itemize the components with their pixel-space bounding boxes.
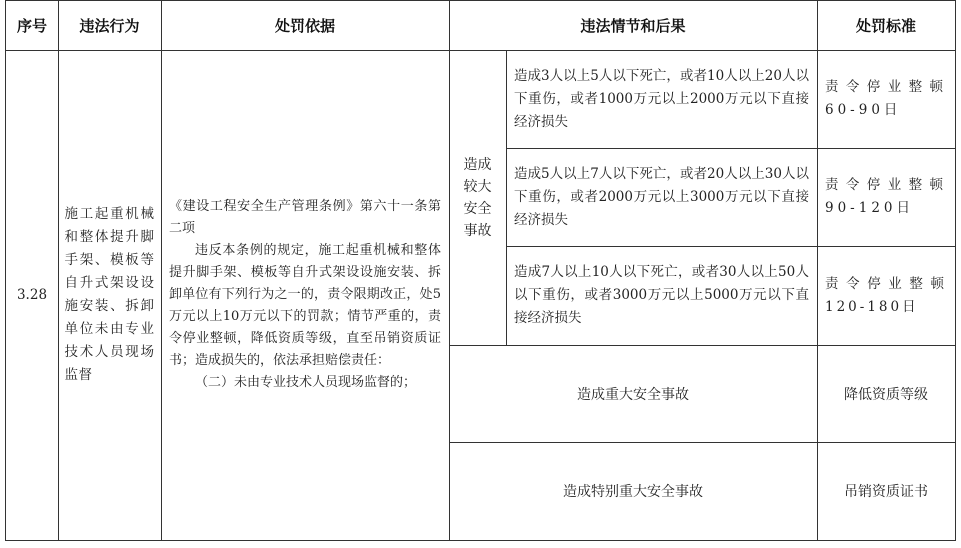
penalty-table (5, 0, 956, 541)
penalty-basis-cell (161, 50, 449, 540)
basis-item: （二）未由专业技术人员现场监督的； (195, 375, 417, 390)
detail-cell-3 (506, 246, 817, 345)
penalty-text-3: 责令停业整顿120-180日 (825, 275, 947, 315)
detail-text-2: 造成5人以上7人以下死亡，或者20人以上30人以下重伤，或者2000万元以上3000万元以下直接经济损失 (514, 165, 809, 228)
detail-cell-2 (506, 148, 817, 246)
major-accident-detail: 造成重大安全事故 (577, 386, 689, 403)
penalty-text-2: 责令停业整顿90-120日 (825, 177, 947, 216)
detail-text-1: 造成3人以上5人以下死亡，或者10人以上20人以下重伤，或者1000万元以上2000万元以下直接经济损失 (514, 67, 809, 130)
detail-text-3: 造成7人以上10人以下死亡，或者30人以上50人以下重伤，或者3000万元以上5000万元以下直接经济损失 (514, 264, 809, 326)
row-number: 3.28 (16, 286, 48, 303)
detail-cell-1 (506, 50, 817, 148)
violation-act-cell (58, 50, 161, 540)
major-accident-penalty: 降低资质等级 (844, 386, 928, 403)
basis-paragraph: 违反本条例的规定，施工起重机械和整体提升脚手架、模板等自升式架设设施安装、拆卸单位有下列行为之一的，责令限期改正，处5万元以上10万元以下的罚款；情节严重的，责令停业整顿，降低资质等级，直至吊销资质证书；造成损失的，依法承担赔偿责任： (169, 243, 441, 368)
header-standard: 处罚标准 (855, 17, 916, 35)
extra-accident-penalty: 吊销资质证书 (844, 484, 928, 500)
header-act: 违法行为 (79, 17, 140, 35)
header-circumstance: 违法情节和后果 (580, 17, 686, 35)
penalty-cell-2 (817, 148, 955, 246)
group-label-cell (449, 50, 506, 345)
penalty-cell-1 (817, 50, 955, 148)
extra-accident-detail: 造成特别重大安全事故 (563, 484, 703, 500)
basis-title: 《建设工程安全生产管理条例》第六十一条第二项 (169, 199, 441, 236)
header-no: 序号 (16, 17, 47, 35)
penalty-text-1: 责令停业整顿60-90日 (825, 79, 947, 118)
violation-act: 施工起重机械和整体提升脚手架、模板等自升式架设设施安装、拆卸单位未由专业技术人员现场监督 (64, 206, 155, 383)
header-basis: 处罚依据 (274, 17, 335, 35)
group-label: 造成较大安全事故 (463, 156, 492, 239)
penalty-cell-3 (817, 246, 955, 345)
penalty-basis (169, 196, 441, 394)
